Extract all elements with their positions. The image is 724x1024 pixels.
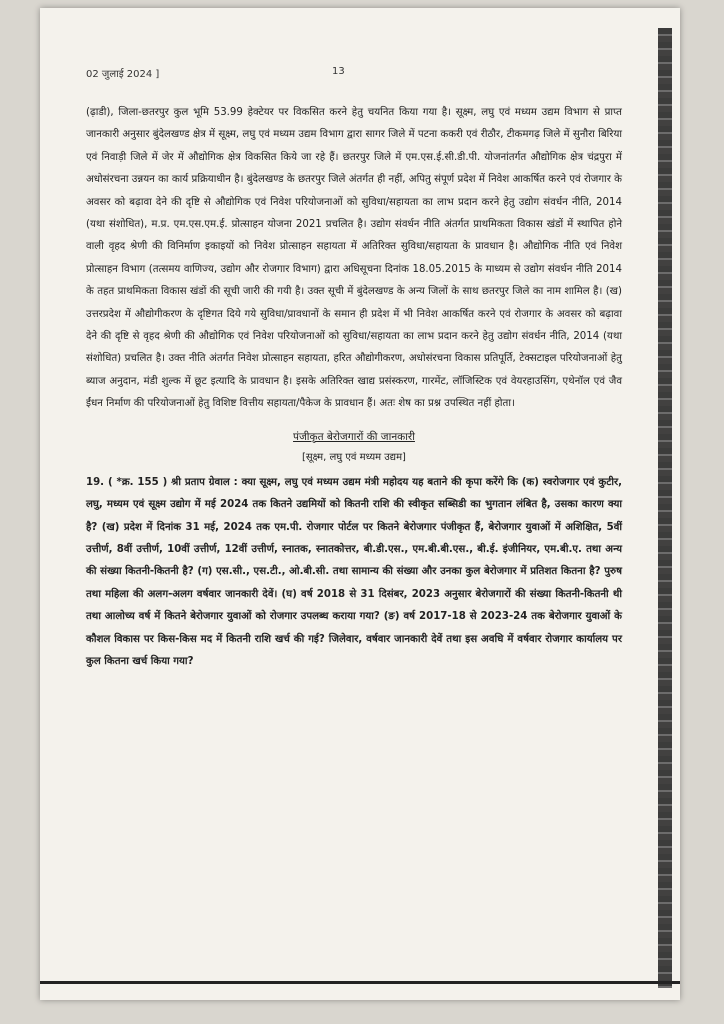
page-header [86, 66, 620, 84]
page-binding-edge [658, 28, 672, 988]
section-department: [सूक्ष्म, लघु एवं मध्यम उद्यम] [302, 451, 406, 463]
page-content [86, 102, 622, 673]
question-paragraph: 19. ( *क्र. 155 ) श्री प्रताप ग्रेवाल : क्या सूक्ष्म, लघु एवं मध्यम उद्यम मंत्री महोदय यह बताने की कृपा करेंगे कि (क) स्वरोजगार एवं कुटीर, लघु, मध्यम एवं सूक्ष्म उद्योग में मई 2024 तक कितने उद्यमियों को कितनी राशि की स्वीकृत सब्सिडी का भुगतान लंबित है, उसका कारण क्या है? (ख) प्रदेश में दिनांक 31 मई, 2024 तक एम.पी. रोजगार पोर्टल पर कितने बेरोजगार पंजीकृत हैं, बेरोजगार युवाओं में अशिक्षित, 5वीं उत्तीर्ण, 8वीं उत्तीर्ण, 10वीं उत्तीर्ण, 12वीं उत्तीर्ण, स्नातक, स्नातकोत्तर, बी.डी.एस., एम.बी.बी.एस., बी.ई. इंजीनियर, एम.बी.ए. तथा अन्य की संख्या कितनी-कितनी है? (ग) एस.सी., एस.टी., ओ.बी.सी. तथा सामान्य की संख्या और उनका कुल बेरोजगार में प्रतिशत कितना है? पुरुष तथा महिला की अलग-अलग वर्षवार जानकारी देवें। (घ) वर्ष 2018 से 31 दिसंबर, 2023 अनुसार बेरोजगारों की संख्या कितनी-कितनी थी तथा आलोच्य वर्ष में कितने बेरोजगार युवाओं को रोजगार उपलब्ध कराया गया? (ङ) वर्ष 2017-18 से 2023-24 तक बेरोजगार युवाओं के कौशल विकास पर किस-किस मद में कितनी राशि खर्च की गई? जिलेवार, वर्षवार जानकारी देवें तथा इस अवधि में वर्षवार रोजगार कार्यालय पर कुल कितना खर्च किया गया? [86, 476, 622, 667]
answer-paragraph: (ढ़ाडी), जिला-छतरपुर कुल भूमि 53.99 हेक्टेयर पर विकसित करने हेतु चयनित किया गया है। सूक्ष्म, लघु एवं मध्यम उद्यम विभाग से प्राप्त जानकारी अनुसार बुंदेलखण्ड क्षेत्र में सूक्ष्म, लघु एवं मध्यम उद्यम विभाग द्वारा सागर जिले में पटना ककरी एवं रीठौर, टीकमगढ़ जिले में सुनौरा बिरिया एवं निवाड़ी जिले में जेर में औद्योगिक क्षेत्र विकसित किये जा रहे हैं। छतरपुर जिले में एम.एस.ई.सी.डी.पी. योजनांतर्गत औद्योगिक क्षेत्र चंद्रपुरा में अधोसंरचना उन्नयन का कार्य प्रक्रियाधीन है। बुंदेलखण्ड के छतरपुर जिले अंतर्गत ही नहीं, अपितु संपूर्ण प्रदेश में निवेश आकर्षित करने एवं रोजगार के अवसर को बढ़ावा देने की दृष्टि से औद्योगिक एवं निवेश परियोजनाओं को सुविधा/सहायता का लाभ प्रदान करने हेतु उद्योग संवर्धन नीति, 2014 (यथा संशोधित), म.प्र. एम.एस.एम.ई. प्रोत्साहन योजना 2021 प्रचलित है। उद्योग संवर्धन नीति अंतर्गत प्राथमिकता विकास खंडों में स्थापित होने वाली वृहद श्रेणी की विनिर्माण इकाइयों को निवेश प्रोत्साहन सहायता में अतिरिक्त सुविधा/सहायता के प्रावधान है। औद्योगिक नीति एवं निवेश प्रोत्साहन विभाग (तत्समय वाणिज्य, उद्योग और रोजगार विभाग) द्वारा अधिसूचना दिनांक 18.05.2015 के माध्यम से उद्योग संवर्धन नीति 2014 के तहत प्राथमिकता विकास खंडों की सूची जारी की गयी है। उक्त सूची में बुंदेलखण्ड के अन्य जिलों के साथ छतरपुर जिले का नाम शामिल है। (ख) उत्तरप्रदेश में औद्योगीकरण के दृष्टिगत दिये गये सुविधा/प्रावधानों के समान ही प्रदेश में भी निवेश आकर्षित करने एवं रोजगार के अवसर को बढ़ावा देने की दृष्टि से वृहद श्रेणी की औद्योगिक एवं निवेश परियोजनाओं को सुविधा/सहायता का लाभ प्रदान करने हेतु उद्योग संवर्धन नीति, 2014 (यथा संशोधित) प्रचलित है। उक्त नीति अंतर्गत निवेश प्रोत्साहन सहायता, हरित औद्योगीकरण, अधोसंरचना विकास प्रतिपूर्ति, टेक्सटाइल परियोजनाओं हेतु ब्याज अनुदान, मंडी शुल्क में छूट इत्यादि के प्रावधान है। इसके अतिरिक्त खाद्य प्रसंस्करण, गारमेंट, लॉजिस्टिक एवं वेयरहाउसिंग, एथेनॉल एवं जैव ईंधन निर्माण की परियोजनाओं हेतु विशिष्ट वित्तीय सहायता/पैकेज के प्रावधान हैं। अतः शेष का प्रश्न उपस्थित नहीं होता। [86, 107, 622, 410]
bottom-rule [40, 981, 680, 984]
page-number: 13 [332, 66, 345, 77]
header-date: 02 जुलाई 2024 ] [86, 69, 160, 80]
section-title: पंजीकृत बेरोजगारों की जानकारी [293, 430, 415, 443]
document-page [40, 8, 680, 1000]
